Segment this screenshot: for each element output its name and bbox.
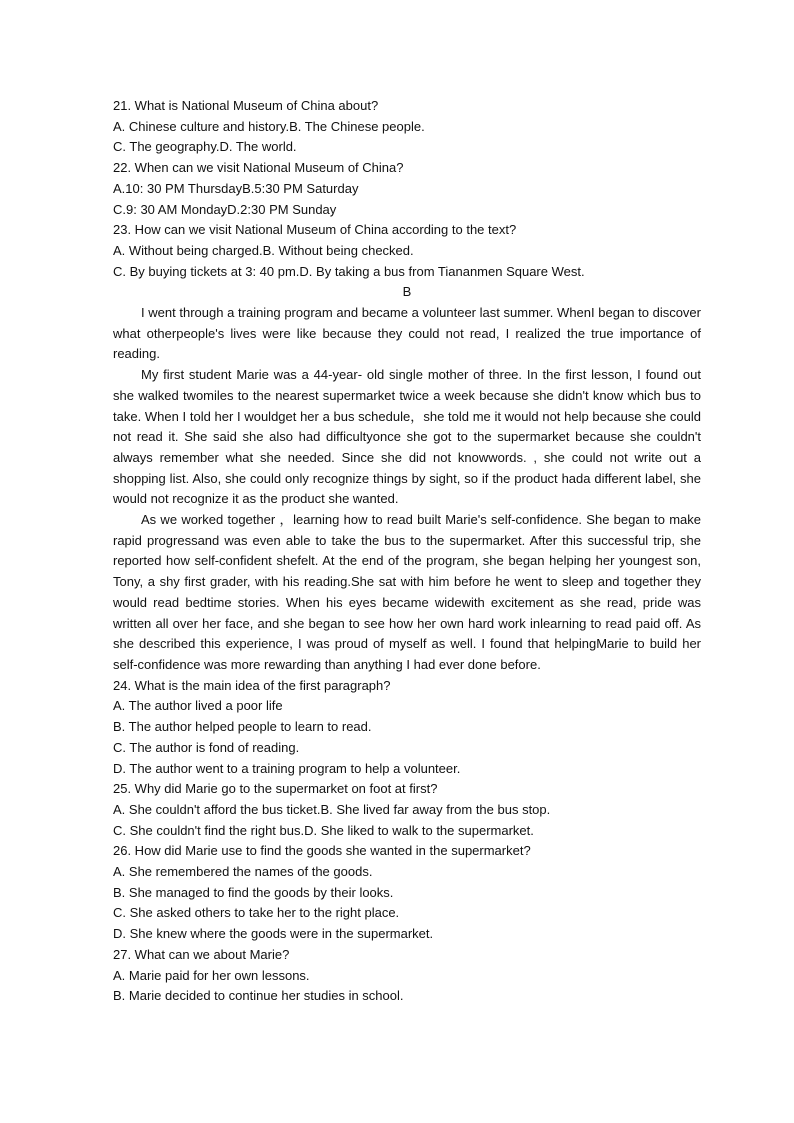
text-line: A.10: 30 PM ThursdayB.5:30 PM Saturday bbox=[113, 180, 359, 196]
section-label: B bbox=[402, 284, 412, 300]
text-line: 21. What is National Museum of China about? bbox=[113, 98, 379, 113]
text-line: 22. When can we visit National Museum of China? bbox=[113, 160, 404, 176]
text-line: C. The geography.D. The world. bbox=[113, 139, 297, 155]
text-line: A. The author lived a poor life bbox=[113, 698, 283, 714]
passage-paragraph: My first student Marie was a 44-year- old single mother of three. In the first lesson, I found out she walked twomiles to the nearest supermarket twice a week because she didn't know which bus to take. When I told her I wouldget her a bus schedule，she told me it would not help because she could not read it. She said she also had difficultyonce she got to the supermarket because she couldn't always remember what she needed. Since she did not knowwords. , she could not write out a shopping list. Also, she could only recognize things by sight, so if the product hada different label, she would not recognize it as the product she wanted. bbox=[113, 367, 701, 507]
text-line: C.9: 30 AM MondayD.2:30 PM Sunday bbox=[113, 201, 337, 217]
text-line: C. By buying tickets at 3: 40 pm.D. By taking a bus from Tiananmen Square West. bbox=[113, 263, 585, 279]
text-line: 24. What is the main idea of the first paragraph? bbox=[113, 677, 391, 693]
text-line: A. Without being charged.B. Without being checked. bbox=[113, 242, 414, 258]
text-line: A. Marie paid for her own lessons. bbox=[113, 967, 310, 983]
text-line: C. She asked others to take her to the right place. bbox=[113, 905, 400, 921]
text-line: D. The author went to a training program to help a volunteer. bbox=[113, 760, 461, 776]
text-line: B. The author helped people to learn to read. bbox=[113, 719, 372, 735]
text-line: 27. What can we about Marie? bbox=[113, 946, 290, 962]
text-line: A. She couldn't afford the bus ticket.B. She lived far away from the bus stop. bbox=[113, 801, 551, 817]
passage-paragraph: I went through a training program and became a volunteer last summer. WhenI began to discover what otherpeople's lives were like because they could not read, I realized the true importance of reading. bbox=[113, 305, 701, 362]
text-line: B. She managed to find the goods by their looks. bbox=[113, 884, 394, 900]
questions-21-23 bbox=[113, 96, 701, 282]
text-line: 26. How did Marie use to find the goods she wanted in the supermarket? bbox=[113, 843, 531, 859]
text-line: C. The author is fond of reading. bbox=[113, 739, 300, 755]
text-line: A. She remembered the names of the goods. bbox=[113, 864, 373, 880]
text-line: 23. How can we visit National Museum of China according to the text? bbox=[113, 222, 517, 238]
document-content bbox=[113, 96, 701, 1007]
text-line: D. She knew where the goods were in the supermarket. bbox=[113, 926, 434, 942]
questions-24-27 bbox=[113, 676, 701, 1007]
text-line: C. She couldn't find the right bus.D. She liked to walk to the supermarket. bbox=[113, 822, 534, 838]
text-line: 25. Why did Marie go to the supermarket on foot at first? bbox=[113, 781, 438, 797]
text-line: B. Marie decided to continue her studies in school. bbox=[113, 988, 404, 1004]
text-line: A. Chinese culture and history.B. The Chinese people. bbox=[113, 118, 425, 134]
passage-paragraph: As we worked together ，learning how to read built Marie's self-confidence. She began to make rapid progressand was even able to take the bus to the supermarket. After this successful trip, she reported how self-confident shefelt. At the end of the program, she began helping her youngest son, Tony, a shy first grader, with his reading.She sat with him before he went to sleep and together they would read bedtime stories. When his eyes became widewith excitement as she read, pride was written all over her face, and she began to see how her own hard work inlearning to read paid off. As she described this experience, I was proud of myself as well. I found that helpingMarie to build her self-confidence was more rewarding than anything I had ever done before. bbox=[113, 512, 701, 672]
